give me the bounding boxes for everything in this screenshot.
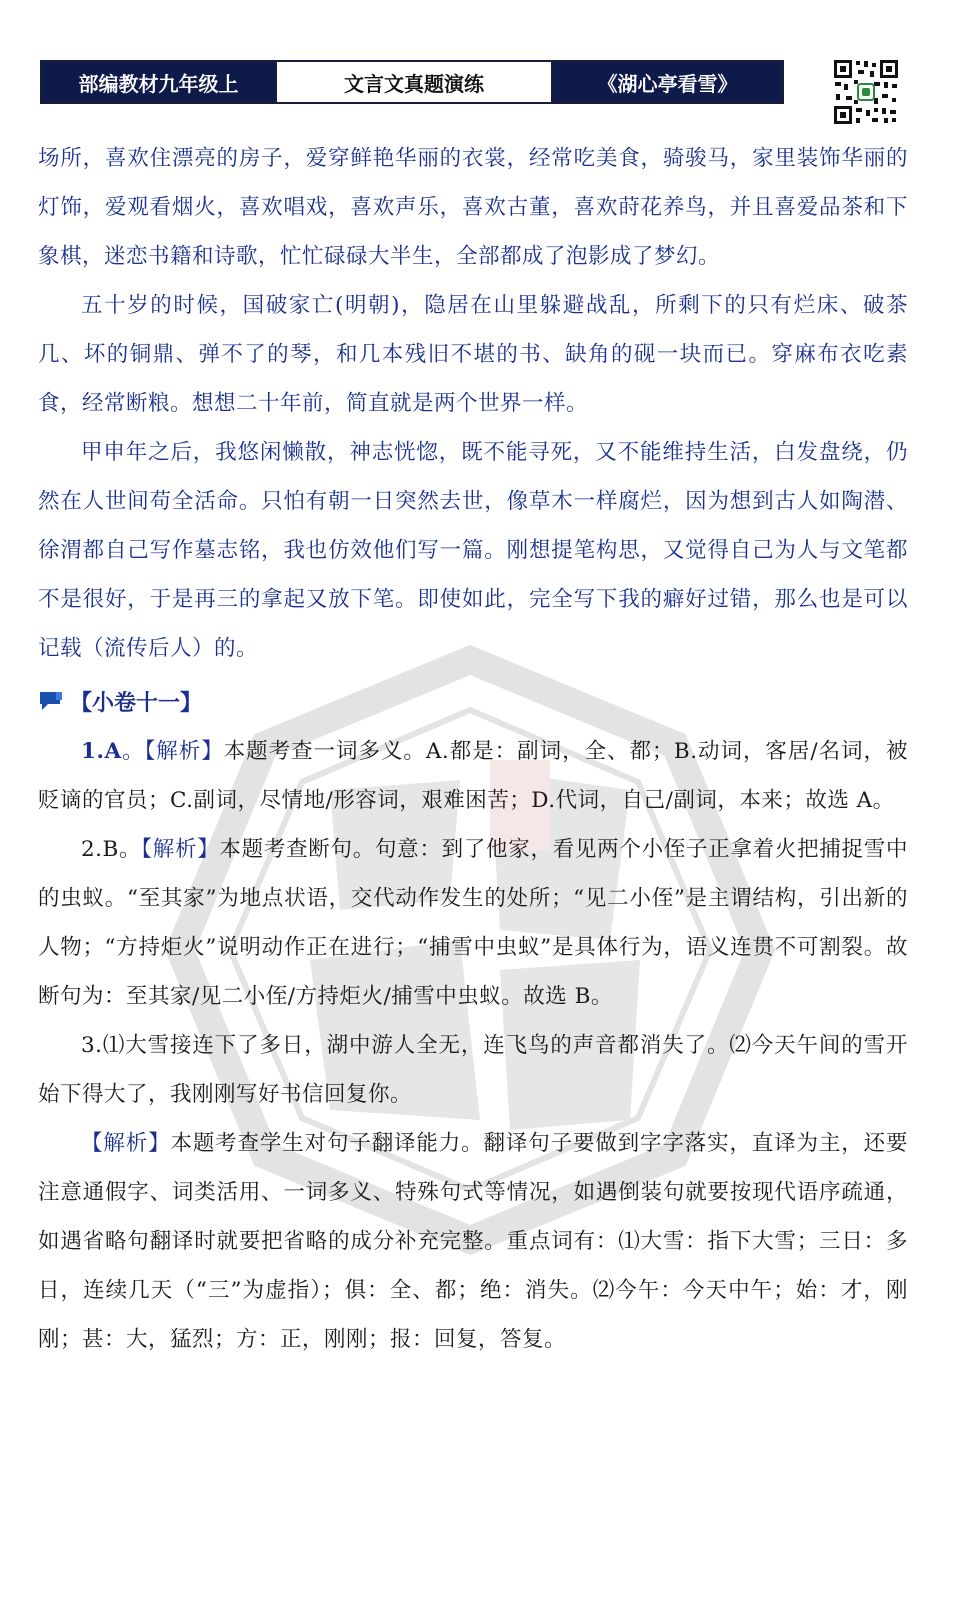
answer-2: 2.B。【解析】本题考查断句。句意：到了他家，看见两个小侄子正拿着火把捕捉雪中的虫蚁。“至其家”为地点状语，交代动作发生的处所；“见二小侄”是主谓结构，引出新的人物；“方持炬火”说明动作正在进行；“捕雪中虫蚁”是具体行为，语义连贯不可割裂。故断句为：至其家/见二小侄/方持炬火/捕雪中虫蚁。故选 B。 (38, 837, 908, 1009)
translation-paragraph: 场所，喜欢住漂亮的房子，爱穿鲜艳华丽的衣裳，经常吃美食，骑骏马，家里装饰华丽的灯饰，爱观看烟火，喜欢唱戏，喜欢声乐，喜欢古董，喜欢莳花养鸟，并且喜爱品茶和下象棋，迷恋书籍和诗歌，忙忙碌碌大半生，全部都成了泡影成了梦幻。 (38, 146, 908, 269)
bookmark-flag-icon (38, 690, 64, 712)
translation-paragraph: 五十岁的时候，国破家亡(明朝)，隐居在山里躲避战乱，所剩下的只有烂床、破茶几、坏的铜鼎、弹不了的琴，和几本残旧不堪的书、缺角的砚一块而已。穿麻布衣吃素食，经常断粮。想想二十年前，简直就是两个世界一样。 (38, 293, 908, 416)
header-grade: 部编教材九年级上 (42, 62, 275, 102)
answer-1: 1.A。【解析】本题考查一词多义。A.都是：副词，全、都；B.动词，客居/名词，被贬谪的官员；C.副词，尽情地/形容词，艰难困苦；D.代词，自己/副词，本来；故选 A。 (38, 739, 908, 813)
qr-code-icon (832, 58, 900, 126)
header-topic: 文言文真题演练 (275, 62, 553, 102)
document-body (38, 134, 908, 1364)
answer-3: 3.⑴大雪接连下了多日，湖中游人全无，连飞鸟的声音都消失了。⑵今天午间的雪开始下得大了，我刚刚写好书信回复你。 (38, 1033, 908, 1107)
analysis-3: 【解析】本题考查学生对句子翻译能力。翻译句子要做到字字落实，直译为主，还要注意通假字、词类活用、一词多义、特殊句式等情况，如遇倒装句就要按现代语序疏通，如遇省略句翻译时就要把省略的成分补充完整。重点词有：⑴大雪：指下大雪；三日：多日，连续几天（“三”为虚指）；俱：全、都；绝：消失。⑵今午：今天中午；始：才，刚刚；甚：大，猛烈；方：正，刚刚；报：回复，答复。 (38, 1131, 908, 1352)
translation-paragraph: 甲申年之后，我悠闲懒散，神志恍惚，既不能寻死，又不能维持生活，白发盘绕，仍然在人世间苟全活命。只怕有朝一日突然去世，像草木一样腐烂，因为想到古人如陶潜、徐渭都自己写作墓志铭，我也仿效他们写一篇。刚想提笔构思，又觉得自己为人与文笔都不是很好，于是再三的拿起又放下笔。即使如此，完全写下我的癖好过错，那么也是可以记载（流传后人）的。 (38, 440, 908, 661)
section-heading (38, 675, 908, 727)
page-header (40, 60, 784, 104)
header-lesson: 《湖心亭看雪》 (553, 62, 782, 102)
section-title: 【小卷十一】 (70, 689, 203, 716)
